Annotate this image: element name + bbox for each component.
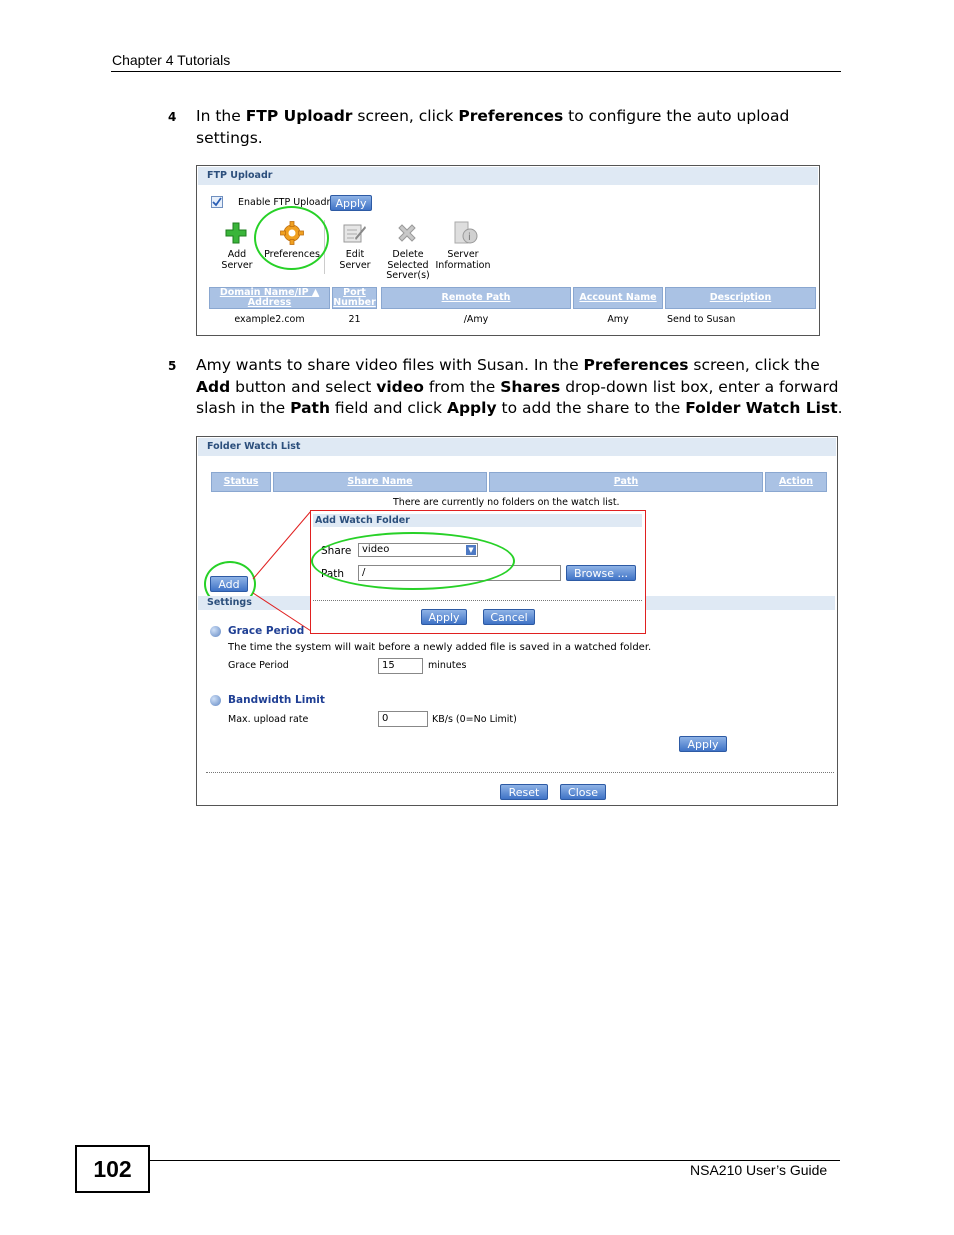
max-upload-rate-label: Max. upload rate: [228, 714, 309, 725]
sort-asc-icon: ▲: [311, 287, 320, 298]
max-upload-rate-input[interactable]: 0: [378, 711, 428, 727]
col-status[interactable]: Status: [211, 472, 271, 492]
chapter-header: Chapter 4 Tutorials: [112, 52, 231, 68]
icon-label-line: Server: [447, 249, 479, 260]
icon-label-line: Selected: [387, 259, 429, 271]
step-4-bold: FTP Uploadr: [245, 107, 353, 125]
folder-watch-list-title: Folder Watch List: [198, 438, 836, 456]
page-number: 102: [75, 1145, 150, 1193]
folder-watch-list-screenshot: [196, 436, 838, 806]
icon-label-line: Delete: [392, 249, 424, 260]
footer-rule: [150, 1160, 840, 1161]
icon-label-line: Edit: [345, 249, 365, 260]
step-4-bold: Preferences: [458, 107, 564, 125]
grace-period-label: Grace Period: [228, 660, 289, 671]
add-button[interactable]: Add: [210, 576, 248, 592]
table-cell-account: Amy: [607, 314, 629, 325]
step-5-text: [196, 355, 856, 420]
step-5-bold: Add: [196, 377, 231, 396]
step-5-bold: Apply: [446, 399, 497, 417]
col-description[interactable]: Description: [665, 287, 816, 309]
icon-label-preferences: Preferences: [264, 249, 320, 260]
grace-period-desc: The time the system will wait before a newly added file is saved in a watched folder.: [228, 642, 652, 653]
step-5-text-part: button and select: [230, 377, 377, 396]
popup-divider: [313, 600, 642, 601]
checkmark-icon: [212, 197, 222, 207]
ftp-uploadr-title: FTP Uploadr: [198, 167, 818, 185]
step-5-text-part: Amy wants to share video files with Susan. In the: [196, 356, 584, 374]
icon-label-edit-server: [330, 250, 380, 271]
step-5-text-part: .: [837, 399, 843, 417]
grace-period-input[interactable]: 15: [378, 658, 423, 674]
popup-apply-button[interactable]: Apply: [421, 609, 467, 625]
enable-checkbox[interactable]: [211, 196, 223, 208]
popup-title: Add Watch Folder: [315, 515, 410, 526]
grace-period-title: Grace Period: [228, 625, 305, 637]
svg-text:i: i: [468, 232, 471, 243]
step-5-text-part: slash in the: [196, 399, 291, 417]
col-remote-path[interactable]: Remote Path: [381, 287, 571, 309]
col-path[interactable]: Path: [489, 472, 763, 492]
chevron-down-icon: ▼: [466, 545, 476, 555]
step-4-text: [196, 106, 846, 149]
icon-label-line: Add: [227, 249, 247, 260]
settings-label: Settings: [207, 597, 252, 608]
plus-icon[interactable]: [225, 222, 247, 247]
ftp-uploadr-screenshot: [196, 165, 820, 336]
step-5-bold: Shares: [500, 377, 561, 396]
footer-divider: [206, 772, 834, 773]
grace-period-unit: minutes: [428, 660, 467, 671]
step-5-bold: Preferences: [583, 356, 689, 374]
grace-bullet-icon: [210, 626, 221, 637]
step-4-number: 4: [168, 110, 177, 124]
bandwidth-limit-title: Bandwidth Limit: [228, 694, 325, 706]
col-header-line: Address: [247, 297, 292, 308]
close-button[interactable]: Close: [560, 784, 606, 800]
reset-button[interactable]: Reset: [500, 784, 548, 800]
path-label: Path: [321, 568, 345, 580]
icon-label-line: Server(s): [386, 270, 430, 281]
header-rule: [111, 71, 841, 72]
step-5-text-part: to add the share to the: [496, 399, 686, 417]
table-cell-domain: example2.com: [234, 314, 305, 325]
popup-cancel-button[interactable]: Cancel: [483, 609, 535, 625]
delete-icon[interactable]: [396, 222, 418, 247]
icon-label-line: Server: [339, 259, 371, 271]
settings-apply-button[interactable]: Apply: [679, 736, 727, 752]
step-5-text-part: from the: [423, 377, 501, 396]
info-icon[interactable]: [452, 221, 478, 248]
step-5-bold: Folder Watch List: [685, 399, 838, 417]
share-select-value: video: [362, 544, 390, 555]
step-5-text-part: drop-down list box, enter a forward: [560, 377, 839, 396]
ftp-apply-button[interactable]: Apply: [330, 195, 372, 211]
highlight-ring-share-path: [311, 532, 515, 590]
share-label: Share: [321, 545, 352, 557]
max-upload-rate-unit: KB/s (0=No Limit): [432, 714, 517, 725]
icon-label-line: Information: [435, 259, 491, 271]
table-cell-description: Send to Susan: [667, 314, 736, 325]
col-domain-name[interactable]: [209, 287, 330, 309]
empty-list-message: There are currently no folders on the watch list.: [393, 497, 620, 508]
step-5-text-part: field and click: [330, 399, 447, 417]
step-4-text-part: In the: [196, 107, 246, 125]
icon-label-line: Server: [221, 259, 253, 271]
col-share-name[interactable]: Share Name: [273, 472, 487, 492]
step-5-bold: Path: [290, 399, 330, 417]
col-header-line: Port: [343, 287, 366, 298]
step-5-number: 5: [168, 359, 177, 373]
col-account-name[interactable]: Account Name: [573, 287, 663, 309]
icon-label-delete-servers: [381, 250, 435, 282]
highlight-ring-preferences: [254, 206, 329, 270]
step-4-text-part: settings.: [196, 128, 263, 147]
bandwidth-bullet-icon: [210, 695, 221, 706]
table-cell-port: 21: [348, 314, 361, 325]
table-cell-remote-path: /Amy: [463, 314, 489, 325]
browse-button[interactable]: Browse ...: [566, 565, 636, 581]
path-input[interactable]: /: [358, 565, 561, 581]
icon-label-server-information: [433, 250, 493, 271]
add-watch-folder-popup: [310, 510, 646, 634]
step-5-text-part: screen, click the: [688, 356, 820, 374]
col-header-line: Domain Name/IP: [219, 287, 309, 298]
col-action[interactable]: Action: [765, 472, 827, 492]
step-5-bold: video: [376, 377, 424, 396]
col-header-line: Number: [333, 297, 376, 308]
edit-icon[interactable]: [343, 222, 367, 247]
icon-label-add-server: [212, 250, 262, 271]
footer-guide-title: NSA210 User’s Guide: [690, 1162, 828, 1178]
col-port-number[interactable]: [332, 287, 377, 309]
step-4-text-part: screen, click: [352, 107, 459, 125]
enable-label: Enable FTP Uploadr: [238, 197, 331, 208]
step-4-text-part: to configure the auto upload: [563, 107, 790, 125]
